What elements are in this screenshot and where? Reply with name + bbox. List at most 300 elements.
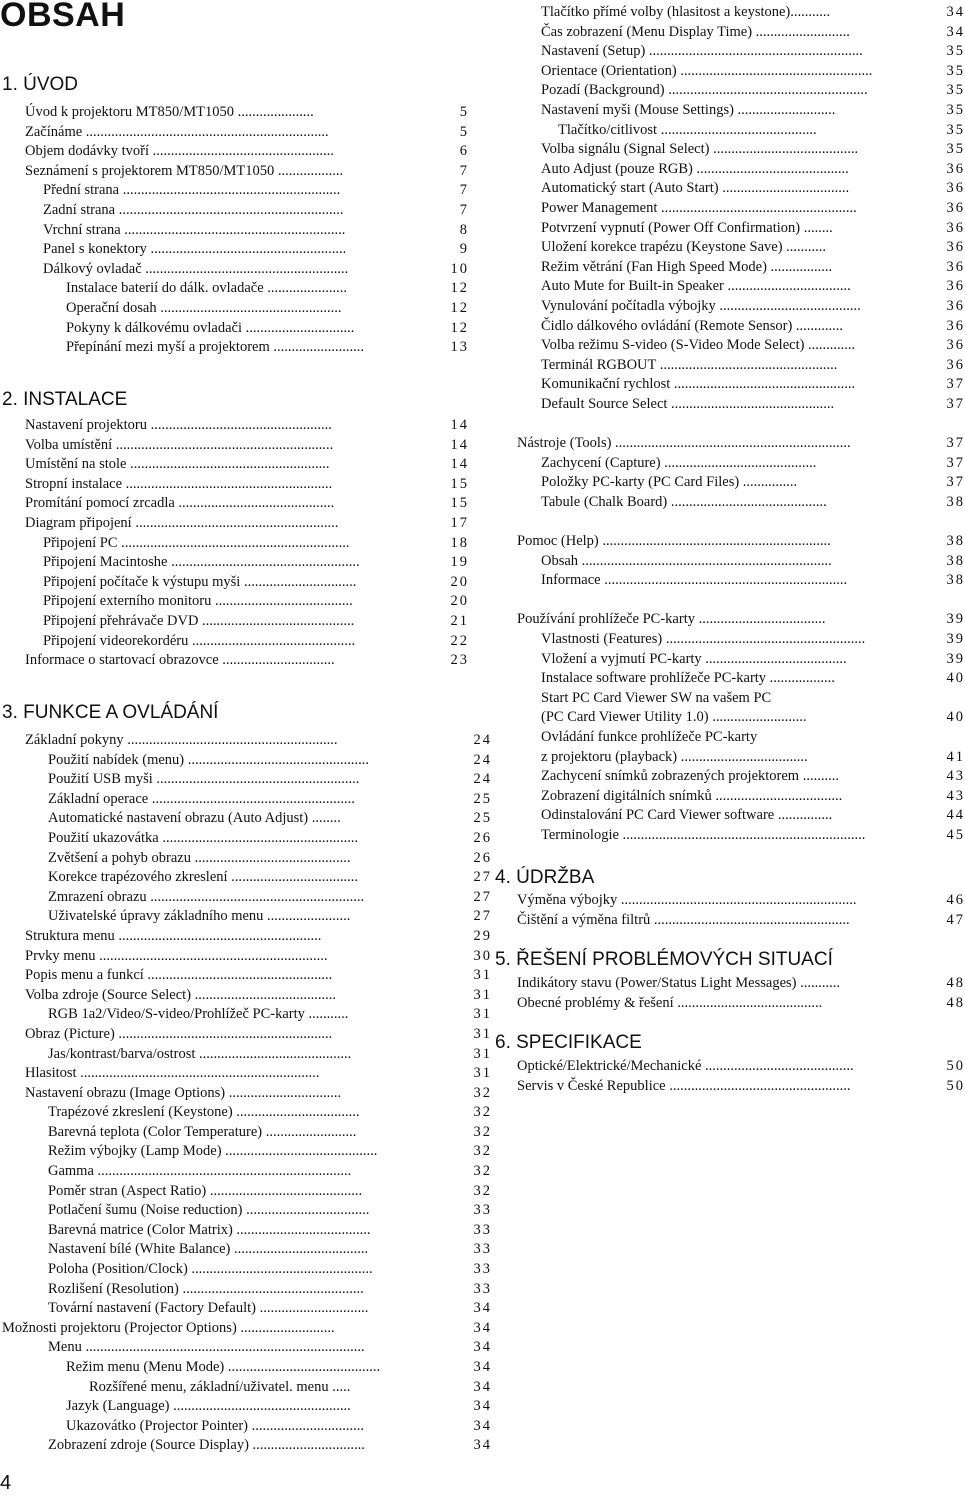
toc-entry-page: 48 xyxy=(946,994,965,1011)
toc-entry-page: 39 xyxy=(946,611,965,628)
toc-entry-label: Uživatelské úpravy základního menu ....................... xyxy=(48,908,351,925)
toc-entry-label: Seznámení s projektorem MT850/MT1050 .................. xyxy=(25,162,344,179)
toc-entry-label: Terminologie ................................................................... xyxy=(541,826,866,843)
toc-entry[interactable] xyxy=(2,142,472,162)
toc-entry[interactable] xyxy=(517,199,965,219)
toc-entry[interactable] xyxy=(517,23,965,43)
toc-spacer xyxy=(517,414,957,434)
toc-entry-page: 34 xyxy=(473,1300,492,1317)
toc-entry-page: 22 xyxy=(450,632,469,649)
toc-entry-page: 38 xyxy=(946,533,965,550)
toc-entry-label: Nástroje (Tools) ................................................................. xyxy=(517,435,851,452)
toc-entry-label: Tovární nastavení (Factory Default) .............................. xyxy=(48,1300,369,1317)
toc-entry-label: Volba zdroje (Source Select) ....................................... xyxy=(25,986,337,1003)
toc-entry[interactable] xyxy=(517,571,965,591)
toc-entry[interactable] xyxy=(2,553,472,573)
toc-entry-label: Zmrazení obrazu ........................................................... xyxy=(48,888,365,905)
toc-entry-label: Zachycení (Capture) .......................................... xyxy=(541,454,817,471)
toc-entry-page: 36 xyxy=(946,356,965,373)
toc-entry-page: 17 xyxy=(450,514,469,531)
toc-entry-page: 31 xyxy=(473,986,492,1003)
toc-entry[interactable] xyxy=(517,630,965,650)
toc-entry[interactable] xyxy=(517,356,965,376)
toc-entry[interactable] xyxy=(2,651,472,671)
toc-entry[interactable] xyxy=(517,258,965,278)
toc-entry[interactable] xyxy=(25,829,492,849)
toc-entry-page: 36 xyxy=(946,239,965,256)
toc-entry-page: 36 xyxy=(946,180,965,197)
toc-entry-label: Zobrazení digitálních snímků ................................... xyxy=(541,787,843,804)
toc-entry-page: 21 xyxy=(450,612,469,629)
toc-entry-page: 18 xyxy=(450,534,469,551)
toc-entry-label: Automatický start (Auto Start) ................................... xyxy=(541,180,850,197)
toc-entry[interactable] xyxy=(517,277,965,297)
toc-entry[interactable] xyxy=(517,140,965,160)
toc-entry-label: Použití ukazovátka ...................................................... xyxy=(48,829,359,846)
toc-entry[interactable] xyxy=(2,299,472,319)
toc-entry-label: RGB 1a2/Video/S-video/Prohlížeč PC-karty ........... xyxy=(48,1006,349,1023)
toc-entry[interactable] xyxy=(25,731,492,751)
toc-entry[interactable] xyxy=(25,1378,492,1398)
toc-entry-page: 38 xyxy=(946,552,965,569)
toc-entry-page: 6 xyxy=(459,143,469,160)
toc-entry[interactable] xyxy=(517,493,965,513)
toc-entry-page: 35 xyxy=(946,121,965,138)
toc-entry-label: Komunikační rychlost .................................................. xyxy=(541,376,856,393)
toc-entry[interactable] xyxy=(2,573,472,593)
toc-entry-label: Výměna výbojky ................................................................. xyxy=(517,892,857,908)
toc-entry[interactable] xyxy=(2,279,472,299)
toc-entry-page: 34 xyxy=(946,23,965,40)
toc-entry[interactable] xyxy=(25,1123,492,1143)
toc-entry[interactable] xyxy=(2,319,472,339)
toc-entry-label: Optické/Elektrické/Mechanické ......................................... xyxy=(517,1058,854,1074)
toc-entry[interactable] xyxy=(517,552,965,572)
toc-entry[interactable] xyxy=(517,974,965,994)
toc-entry[interactable] xyxy=(517,238,965,258)
toc-entry[interactable] xyxy=(25,770,492,790)
toc-entry-label: Automatické nastavení obrazu (Auto Adjust) ........ xyxy=(48,810,341,827)
toc-entry-page: 25 xyxy=(473,810,492,827)
toc-entry[interactable] xyxy=(2,240,472,260)
toc-entry[interactable] xyxy=(25,790,492,810)
toc-entry-label: Prvky menu ............................................................... xyxy=(25,947,328,964)
toc-entry-label: Nastavení myši (Mouse Settings) ........................... xyxy=(541,101,836,118)
toc-entry-page: 34 xyxy=(473,1398,492,1415)
toc-entry[interactable] xyxy=(2,260,472,280)
toc-entry[interactable] xyxy=(25,849,492,869)
toc-entry[interactable] xyxy=(25,1280,492,1300)
toc-entry[interactable] xyxy=(517,650,965,670)
toc-entry-page: 39 xyxy=(946,650,965,667)
toc-entry-label: Obsah ..................................................................... xyxy=(541,552,832,569)
toc-entry[interactable] xyxy=(517,669,965,689)
toc-entry-page: 33 xyxy=(473,1280,492,1297)
toc-entry-page: 35 xyxy=(946,43,965,60)
toc-entry[interactable] xyxy=(2,1319,492,1339)
toc-entry[interactable] xyxy=(517,911,965,931)
toc-entry-page: 50 xyxy=(946,1077,965,1094)
toc-entry-page: 15 xyxy=(450,495,469,512)
toc-spacer xyxy=(517,591,957,611)
toc-entry[interactable] xyxy=(2,514,472,534)
toc-entry-label: Tlačítko přímé volby (hlasitost a keystone)........... xyxy=(541,4,831,20)
toc-entry-label: Panel s konektory ...................................................... xyxy=(43,241,347,258)
toc-entry-label: Struktura menu ........................................................ xyxy=(25,927,322,944)
toc-entry[interactable] xyxy=(517,806,965,826)
toc-entry-label: Poloha (Position/Clock) .................................................. xyxy=(48,1261,373,1278)
toc-entry-page: 31 xyxy=(473,1006,492,1023)
toc-entry-page: 25 xyxy=(473,790,492,807)
toc-entry-page: 8 xyxy=(459,221,469,238)
toc-entry-label: Režim výbojky (Lamp Mode) .......................................... xyxy=(48,1143,378,1160)
toc-entry-label: Vlastnosti (Features) ....................................................... xyxy=(541,631,866,647)
toc-entry-label: Auto Mute for Built-in Speaker .................................. xyxy=(541,278,851,295)
toc-entry-page: 27 xyxy=(473,869,492,886)
toc-entry[interactable] xyxy=(517,1077,965,1097)
toc-entry-label: Používání prohlížeče PC-karty ................................... xyxy=(517,611,826,628)
toc-entry-page: 26 xyxy=(473,849,492,866)
toc-entry-label: Volba umístění ............................................................ xyxy=(25,436,334,453)
toc-entry[interactable] xyxy=(25,1201,492,1221)
toc-entry-label: Čidlo dálkového ovládání (Remote Sensor) ............. xyxy=(541,317,844,334)
toc-entry-page: 37 xyxy=(946,435,965,452)
toc-entry-label: Jazyk (Language) ................................................. xyxy=(66,1398,351,1415)
toc-list-uvod xyxy=(2,103,472,358)
toc-entry[interactable] xyxy=(25,1182,492,1202)
toc-entry[interactable] xyxy=(517,689,965,728)
toc-entry-page: 10 xyxy=(450,260,469,277)
toc-entry-page: 12 xyxy=(450,280,469,297)
toc-entry[interactable] xyxy=(2,103,472,123)
toc-entry-page: 31 xyxy=(473,1025,492,1042)
toc-entry-label: Začínáme ................................................................... xyxy=(25,123,329,140)
toc-entry[interactable] xyxy=(25,1240,492,1260)
toc-entry[interactable] xyxy=(517,219,965,239)
toc-entry[interactable] xyxy=(517,81,965,101)
toc-entry-page: 47 xyxy=(946,911,965,928)
toc-entry-label: Připojení videorekordéru ............................................. xyxy=(43,632,356,649)
toc-entry-page: 36 xyxy=(946,219,965,236)
toc-entry[interactable] xyxy=(2,475,472,495)
toc-entry[interactable] xyxy=(25,907,492,927)
toc-entry[interactable] xyxy=(517,434,965,454)
toc-entry-page: 38 xyxy=(946,493,965,510)
toc-entry[interactable] xyxy=(517,317,965,337)
toc-entry[interactable] xyxy=(25,1299,492,1319)
toc-entry[interactable] xyxy=(25,1221,492,1241)
toc-entry-label: Přední strana ............................................................ xyxy=(43,182,341,199)
toc-entry-label: Menu ............................................................................. xyxy=(48,1339,365,1356)
toc-entry[interactable] xyxy=(2,338,472,358)
toc-entry-page: 14 xyxy=(450,436,469,453)
toc-entry-label: Pokyny k dálkovému ovladači .............................. xyxy=(66,319,355,336)
toc-entry[interactable] xyxy=(25,1358,492,1378)
toc-entry-label: Objem dodávky tvoří .................................................. xyxy=(25,143,334,160)
toc-entry-label: Dálkový ovladač ........................................................ xyxy=(43,260,349,277)
toc-entry-page: 13 xyxy=(450,339,469,356)
toc-entry-page: 35 xyxy=(946,82,965,99)
page-number: 4 xyxy=(0,1472,12,1494)
toc-entry-page: 7 xyxy=(459,162,469,179)
toc-entry-label: Použití USB myši ........................................................ xyxy=(48,771,360,788)
toc-entry-page: 34 xyxy=(473,1339,492,1356)
toc-entry-page: 36 xyxy=(946,278,965,295)
toc-entry[interactable] xyxy=(517,891,965,911)
toc-entry-page: 36 xyxy=(946,258,965,275)
toc-entry-page: 33 xyxy=(473,1261,492,1278)
toc-entry[interactable] xyxy=(517,994,965,1014)
toc-entry-page: 7 xyxy=(459,182,469,199)
section-heading-specifikace: 6. SPECIFIKACE xyxy=(495,1032,642,1053)
toc-entry-label: Volba signálu (Signal Select) ........................................ xyxy=(541,141,859,158)
toc-entry-label: Nastavení obrazu (Image Options) ............................... xyxy=(25,1084,342,1101)
toc-entry-label: Start PC Card Viewer SW na vašem PC (PC Card Viewer Utility 1.0) .......................... xyxy=(541,689,807,726)
toc-entry-label: Zachycení snímků zobrazených projektorem .......... xyxy=(541,768,839,785)
toc-entry[interactable] xyxy=(517,101,965,121)
toc-entry-page: 31 xyxy=(473,967,492,984)
toc-entry-page: 36 xyxy=(946,297,965,314)
toc-entry-label: Připojení počítače k výstupu myši ............................... xyxy=(43,573,357,590)
toc-entry-page: 35 xyxy=(946,62,965,79)
toc-entry[interactable] xyxy=(2,162,472,182)
toc-list-reseni xyxy=(517,974,965,1013)
toc-entry-label: Režim větrání (Fan High Speed Mode) ................. xyxy=(541,258,833,275)
toc-entry-page: 29 xyxy=(473,927,492,944)
toc-entry-label: Potvrzení vypnutí (Power Off Confirmation) ........ xyxy=(541,219,833,236)
toc-entry[interactable] xyxy=(517,62,965,82)
toc-entry-label: Pomoc (Help) ............................................................... xyxy=(517,533,831,550)
toc-entry-page: 34 xyxy=(946,4,965,20)
toc-list-instalace xyxy=(2,416,472,671)
toc-entry-page: 20 xyxy=(450,573,469,590)
toc-entry[interactable] xyxy=(2,416,472,436)
toc-entry[interactable] xyxy=(517,1057,965,1077)
toc-entry[interactable] xyxy=(517,160,965,180)
toc-entry[interactable] xyxy=(25,947,492,967)
toc-entry[interactable] xyxy=(2,632,472,652)
toc-entry-page: 37 xyxy=(946,454,965,471)
toc-entry[interactable] xyxy=(2,455,472,475)
page-title: OBSAH xyxy=(0,0,126,34)
toc-entry[interactable] xyxy=(517,375,965,395)
toc-entry-label: Základní operace ........................................................ xyxy=(48,790,355,807)
toc-entry-page: 30 xyxy=(473,947,492,964)
toc-entry-label: Uložení korekce trapézu (Keystone Save) ........... xyxy=(541,239,827,256)
toc-entry-label: Možnosti projektoru (Projector Options) .......................... xyxy=(2,1319,335,1336)
toc-entry-page: 7 xyxy=(459,201,469,218)
toc-entry-page: 32 xyxy=(473,1084,492,1101)
toc-entry[interactable] xyxy=(517,454,965,474)
toc-entry-label: Nastavení (Setup) ........................................................... xyxy=(541,43,863,60)
toc-entry-label: Obecné problémy & řešení ........................................ xyxy=(517,994,823,1011)
toc-entry[interactable] xyxy=(2,123,472,143)
toc-entry-label: Nastavení projektoru .................................................. xyxy=(25,417,332,433)
toc-entry[interactable] xyxy=(25,1162,492,1182)
section-heading-funkce: 3. FUNKCE A OVLÁDÁNÍ xyxy=(2,702,219,723)
toc-entry-page: 33 xyxy=(473,1241,492,1258)
toc-entry[interactable] xyxy=(25,1417,492,1437)
toc-entry-page: 5 xyxy=(459,104,469,120)
toc-entry-page: 14 xyxy=(450,417,469,433)
toc-entry-label: Trapézové zkreslení (Keystone) .................................. xyxy=(48,1104,360,1121)
toc-entry[interactable] xyxy=(25,927,492,947)
toc-entry[interactable] xyxy=(25,1142,492,1162)
toc-entry-label: Pozadí (Background) ....................................................... xyxy=(541,82,868,99)
section-heading-uvod: 1. ÚVOD xyxy=(2,74,79,95)
toc-entry-label: Čas zobrazení (Menu Display Time) .......................... xyxy=(541,23,850,40)
toc-entry-label: Použití nabídek (menu) .................................................. xyxy=(48,751,369,768)
toc-entry-label: Vložení a vyjmutí PC-karty ....................................... xyxy=(541,650,847,667)
toc-entry-page: 36 xyxy=(946,160,965,177)
toc-entry-label: Diagram připojení ........................................................ xyxy=(25,514,339,531)
toc-entry-page: 44 xyxy=(946,807,965,824)
toc-entry[interactable] xyxy=(2,534,472,554)
toc-entry[interactable] xyxy=(25,868,492,888)
toc-entry-label: Barevná matrice (Color Matrix) ..................................... xyxy=(48,1221,371,1238)
toc-entry[interactable] xyxy=(2,181,472,201)
toc-entry[interactable] xyxy=(2,436,472,456)
toc-entry[interactable] xyxy=(517,395,965,415)
toc-entry[interactable] xyxy=(2,612,472,632)
toc-entry-label: Umístění na stole ....................................................... xyxy=(25,456,330,473)
toc-entry[interactable] xyxy=(517,179,965,199)
toc-entry[interactable] xyxy=(517,336,965,356)
toc-entry-label: Zadní strana .............................................................. xyxy=(43,201,344,218)
toc-entry-label: Potlačení šumu (Noise reduction) .................................. xyxy=(48,1202,370,1219)
toc-entry-label: Přepínání mezi myší a projektorem ......................... xyxy=(66,339,365,356)
toc-entry-label: Nastavení bílé (White Balance) ..................................... xyxy=(48,1241,369,1258)
toc-entry-page: 31 xyxy=(473,1045,492,1062)
toc-entry[interactable] xyxy=(25,888,492,908)
toc-list-specifikace xyxy=(517,1057,965,1096)
toc-entry-label: Čištění a výměna filtrů ...................................................... xyxy=(517,911,850,928)
toc-entry[interactable] xyxy=(517,297,965,317)
toc-entry[interactable] xyxy=(517,121,965,141)
toc-entry[interactable] xyxy=(2,592,472,612)
toc-entry[interactable] xyxy=(517,3,965,23)
toc-entry-page: 14 xyxy=(450,456,469,473)
toc-entry-page: 36 xyxy=(946,337,965,354)
toc-entry-page: 43 xyxy=(946,768,965,785)
toc-entry-page: 24 xyxy=(473,732,492,748)
toc-entry[interactable] xyxy=(25,1045,492,1065)
toc-entry[interactable] xyxy=(25,1025,492,1045)
toc-entry-page: 5 xyxy=(459,123,469,140)
toc-entry[interactable] xyxy=(517,728,965,767)
toc-entry[interactable] xyxy=(25,1338,492,1358)
toc-entry-label: Vrchní strana ............................................................. xyxy=(43,221,346,238)
toc-entry[interactable] xyxy=(517,42,965,62)
toc-entry[interactable] xyxy=(517,826,965,846)
toc-entry-label: Indikátory stavu (Power/Status Light Messages) ........... xyxy=(517,975,840,991)
toc-entry-label: Vynulování počítadla výbojky ....................................... xyxy=(541,297,861,314)
toc-entry-label: Připojení PC ............................................................... xyxy=(43,534,350,551)
toc-entry-label: Rozlišení (Resolution) .................................................. xyxy=(48,1280,364,1297)
toc-entry[interactable] xyxy=(25,751,492,771)
toc-entry-label: Barevná teplota (Color Temperature) ......................... xyxy=(48,1123,357,1140)
toc-entry[interactable] xyxy=(2,494,472,514)
toc-entry-page: 32 xyxy=(473,1123,492,1140)
toc-entry-label: Rozšířené menu, základní/uživatel. menu ..... xyxy=(89,1378,351,1395)
toc-entry-page: 34 xyxy=(473,1378,492,1395)
toc-entry-page: 32 xyxy=(473,1104,492,1121)
toc-entry-page: 35 xyxy=(946,101,965,118)
section-heading-reseni: 5. ŘEŠENÍ PROBLÉMOVÝCH SITUACÍ xyxy=(495,949,833,970)
toc-entry[interactable] xyxy=(25,986,492,1006)
toc-entry-page: 33 xyxy=(473,1221,492,1238)
toc-entry-label: Terminál RGBOUT ................................................. xyxy=(541,356,838,373)
toc-entry-page: 31 xyxy=(473,1065,492,1082)
toc-list-right-column xyxy=(517,3,965,846)
toc-entry[interactable] xyxy=(25,1084,492,1104)
toc-entry-page: 15 xyxy=(450,475,469,492)
toc-entry-page: 36 xyxy=(946,199,965,216)
toc-entry[interactable] xyxy=(517,787,965,807)
toc-entry[interactable] xyxy=(517,610,965,630)
toc-entry-page: 37 xyxy=(946,474,965,491)
toc-entry-page: 32 xyxy=(473,1143,492,1160)
toc-entry-label: Gamma ...................................................................... xyxy=(48,1163,352,1180)
toc-entry[interactable] xyxy=(2,221,472,241)
toc-entry-label: Korekce trapézového zkreslení ................................... xyxy=(48,869,359,886)
toc-entry-page: 12 xyxy=(450,319,469,336)
toc-entry-page: 34 xyxy=(473,1437,492,1454)
toc-entry-page: 38 xyxy=(946,572,965,589)
toc-entry-page: 35 xyxy=(946,141,965,158)
toc-entry-page: 43 xyxy=(946,787,965,804)
toc-entry-label: Poměr stran (Aspect Ratio) .......................................... xyxy=(48,1182,363,1199)
toc-entry[interactable] xyxy=(25,1005,492,1025)
toc-entry-page: 46 xyxy=(946,892,965,908)
toc-entry-label: Zobrazení zdroje (Source Display) ............................... xyxy=(48,1437,365,1454)
toc-entry-page: 45 xyxy=(946,826,965,843)
toc-entry-page: 23 xyxy=(450,652,469,669)
toc-entry-label: Promítání pomocí zrcadla ........................................... xyxy=(25,495,335,512)
toc-entry-page: 24 xyxy=(473,751,492,768)
toc-entry-page: 48 xyxy=(946,975,965,991)
toc-entry-page: 27 xyxy=(473,888,492,905)
toc-list-udrzba xyxy=(517,891,965,930)
toc-entry[interactable] xyxy=(2,201,472,221)
toc-entry[interactable] xyxy=(517,473,965,493)
toc-entry-label: Tlačítko/citlivost ........................................... xyxy=(558,121,817,138)
toc-entry[interactable] xyxy=(25,1436,492,1456)
toc-entry-label: Zvětšení a pohyb obrazu ........................................... xyxy=(48,849,351,866)
toc-entry-page: 9 xyxy=(459,241,469,258)
toc-entry[interactable] xyxy=(25,1260,492,1280)
toc-entry[interactable] xyxy=(25,1064,492,1084)
toc-entry[interactable] xyxy=(517,532,965,552)
toc-entry[interactable] xyxy=(25,966,492,986)
toc-entry[interactable] xyxy=(517,767,965,787)
toc-entry-label: Tabule (Chalk Board) ........................................... xyxy=(541,493,827,510)
toc-entry[interactable] xyxy=(25,1103,492,1123)
toc-entry-page: 33 xyxy=(473,1202,492,1219)
toc-entry[interactable] xyxy=(25,809,492,829)
toc-entry[interactable] xyxy=(25,1397,492,1417)
toc-entry-page: 12 xyxy=(450,299,469,316)
toc-entry-page: 36 xyxy=(946,317,965,334)
toc-entry-page: 34 xyxy=(473,1359,492,1375)
toc-entry-label: Instalace baterií do dálk. ovladače ...................... xyxy=(66,280,348,297)
toc-entry-label: Power Management ...................................................... xyxy=(541,199,857,216)
toc-list-funkce xyxy=(2,731,492,1456)
toc-entry-page: 27 xyxy=(473,908,492,925)
toc-entry-label: Auto Adjust (pouze RGB) .......................................... xyxy=(541,160,849,177)
toc-entry-page: 32 xyxy=(473,1163,492,1180)
toc-entry-label: Informace ................................................................... xyxy=(541,572,848,589)
